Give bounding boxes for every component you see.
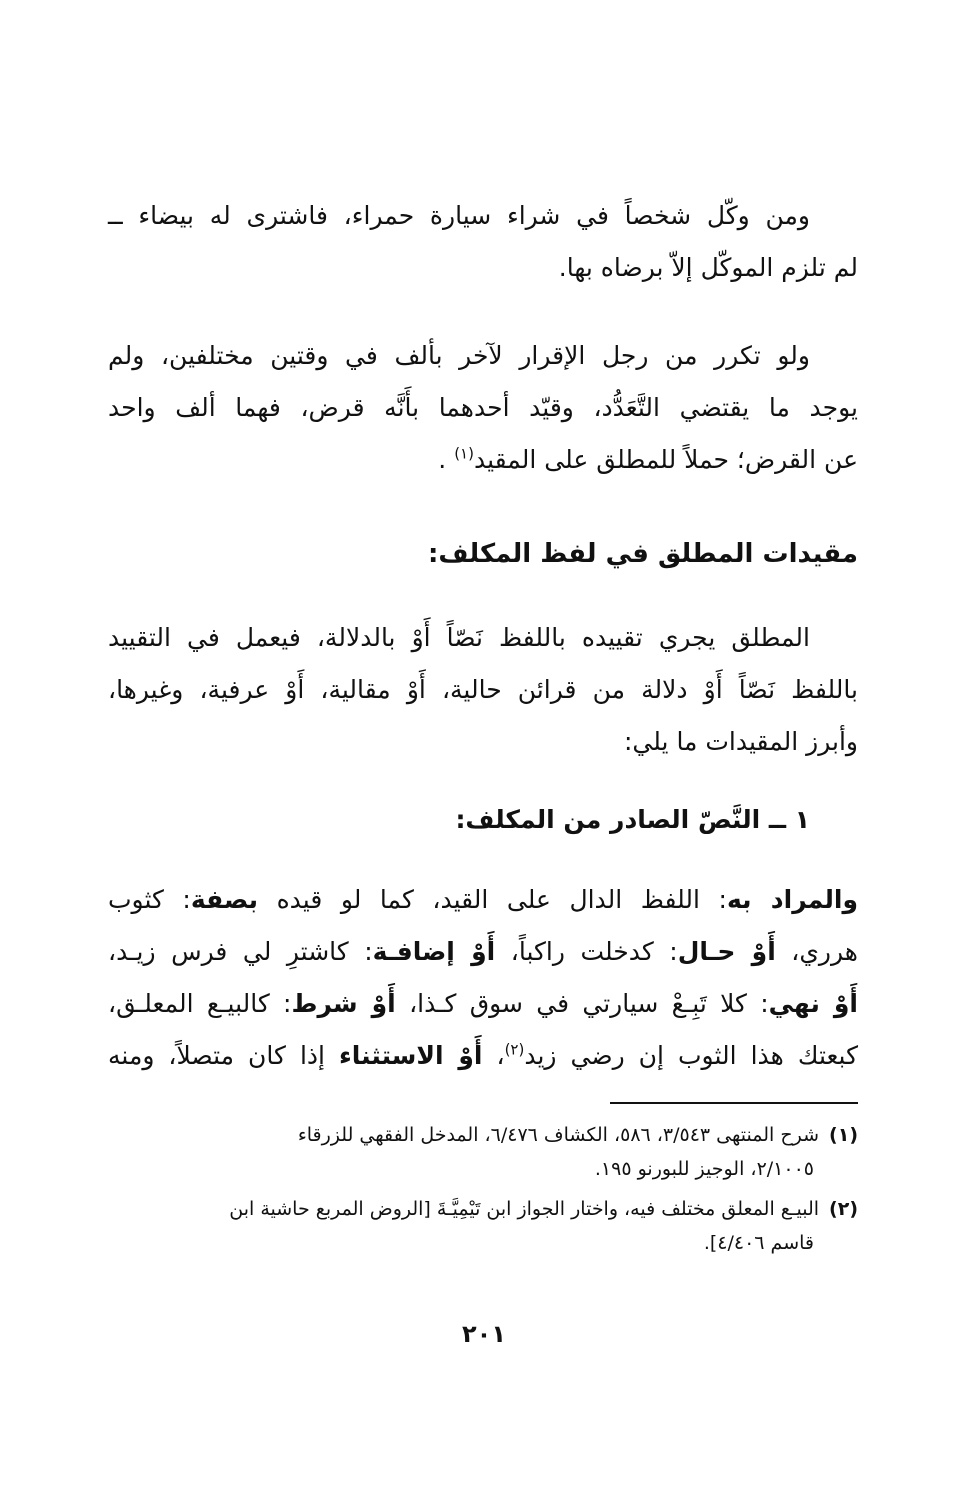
footnote-2 [108,1192,858,1260]
page-number: ٢٠١ [462,1320,506,1348]
bold-term: بصفة [190,885,259,914]
footnote-text: شرح المنتهى ٣/٥٤٣، ٥٨٦، الكشاف ٦/٤٧٦، المدخل الفقهي للزرقاء [297,1124,820,1146]
text-line: وأبرز المقيدات ما يلي: [624,727,858,756]
footnote-line [108,1118,858,1152]
text-segment: : كالبيـع المعلـق، [108,989,292,1018]
text-line: ومن وكّل شخصاً في شراء سيارة حمراء، فاشترى له بيضاء ــ [108,201,810,230]
footnote-line [108,1192,858,1226]
text-segment: : اللفظ الدال على القيد، كما لو قيده [258,885,727,914]
footnote-line: قاسم ٤/٤٠٦]. [703,1232,814,1254]
paragraph-agency [108,190,858,294]
footnote-text: البيـع المعلق مختلف فيه، واختار الجواز ابن تَيْمِيَّـةَ [الروض المربع حاشية ابن [229,1198,820,1220]
footnote-ref-2: (٢) [504,1040,525,1059]
text-segment: هرري، [775,937,858,966]
text-line: باللفظ نَصّاً أَوْ دلالة من قرائن حالية، أَوْ مقالية، أَوْ عرفية، وغيرها، [108,675,858,704]
text-line: ولو تكرر من رجل الإقرار لآخر بألف في وقتين مختلفين، ولم [108,341,810,370]
text-segment: : كاشترِ لي فرس زيـد، [108,937,373,966]
text-segment: : كدخلت راكباً، [495,937,678,966]
text-line [108,978,858,1030]
footnote-divider [610,1102,858,1104]
bold-term: أَوْ الاستثناء [339,1041,483,1070]
text-line: المطلق يجري تقييده باللفظ نَصّاً أَوْ بالدلالة، فيعمل في التقييد [108,623,810,652]
footnote-1 [108,1118,858,1186]
section-heading: مقيدات المطلق في لفظ المكلف: [427,539,858,569]
text-line [108,434,858,486]
text-segment: ، [482,1041,505,1070]
footnote-number: (١) [829,1124,858,1146]
text-line: يوجد ما يقتضي التَّعَدُّد، وقيّد أحدهما بأَنَّه قرض، فهما ألف واحد [108,393,858,422]
footnote-line: ٢/١٠٠٥، الوجيز للبورنو ١٩٥. [594,1158,814,1180]
bold-term: أَوْ إضافـة [372,937,496,966]
paragraph-acknowledgement [108,330,858,486]
text-line: لم تلزم الموكّل إلاّ برضاه بها. [558,253,858,282]
bold-term: أَوْ شرط [291,989,396,1018]
footnotes [108,1118,858,1266]
text-segment: : كثوب [108,885,191,914]
footnote-ref-1: (١) [454,444,474,463]
text-segment: كبعتك هذا الثوب إن رضي زيد [524,1041,858,1070]
main-text [108,190,858,1082]
bold-term: أَوْ حـال [677,937,776,966]
text-segment: عن القرض؛ حملاً للمطلق على المقيد [473,445,858,474]
paragraph-restriction [108,612,858,768]
subsection-heading: ١ ــ النَّصّ الصادر من المكلف: [455,805,810,834]
text-segment: إذا كان متصلاً، ومنه [108,1041,340,1070]
period: . [438,445,447,474]
text-segment: : كلا تَبِـعْ سيارتي في سوق كـذا، [395,989,769,1018]
paragraph-definition [108,874,858,1082]
text-line [108,926,858,978]
text-line [108,1030,858,1082]
bold-term: والمراد به [726,885,858,914]
bold-term: أَوْ نهي [768,989,858,1018]
footnote-number: (٢) [829,1198,858,1220]
text-line [108,874,858,926]
